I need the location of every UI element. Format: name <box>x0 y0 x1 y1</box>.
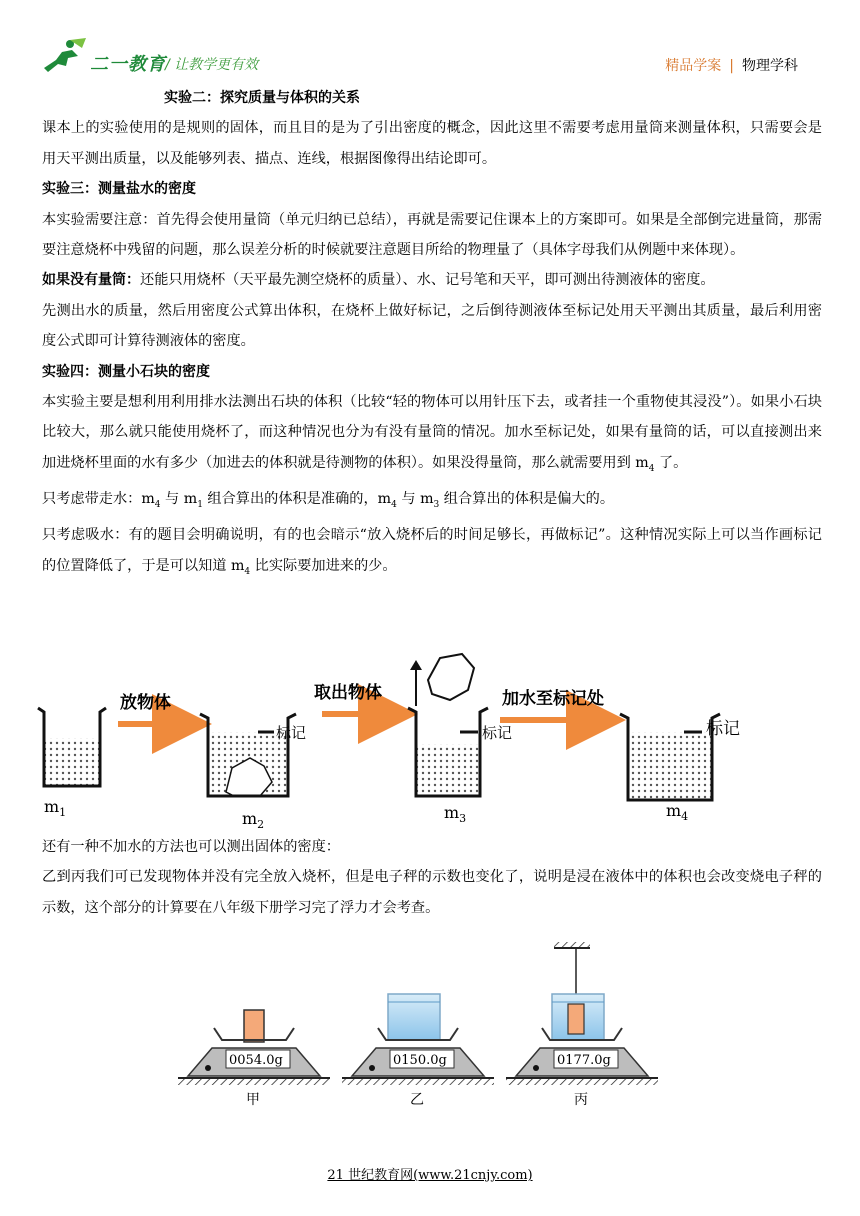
figure-scales <box>170 940 660 1140</box>
name-bing: 丙 <box>574 1092 588 1108</box>
arrow-label-3: 加水至标记处 <box>502 689 604 709</box>
paragraph-3 <box>42 265 822 295</box>
reading-jia: 0054.0g <box>229 1053 283 1068</box>
subscript: 3 <box>433 499 440 510</box>
paragraph-5-text: 本实验主要是想利用利用排水法测出石块的体积（比较“轻的物体可以用针压下去，或者挂一个重物使其浸没”）。如果小石块比较大，那么就只能使用烧杯了，而这种情况也分为有没有量筒的情况。加水至标记处，如果有量筒的话，可以直接测出来加进烧杯里面的水有多少（加进去的体积就是待测物的体积）。如果没得量筒，那么就需要用到 m <box>42 394 822 471</box>
header-label: 精品学案 <box>665 58 722 74</box>
section4-title: 实验四：测量小石块的密度 <box>42 363 210 380</box>
scale-yi <box>342 994 494 1085</box>
figure-beaker-steps <box>36 650 826 830</box>
text-run: 组合算出的体积是偏大的。 <box>439 491 615 508</box>
subscript: 4 <box>391 499 397 510</box>
subscript: 4 <box>154 499 161 510</box>
paragraph-9: 乙到丙我们可已发现物体并没有完全放入烧杯，但是电子秤的示数也变化了，说明是浸在液体中的体积也会改变烧电子秤的示数，这个部分的计算要在八年级下册学习完了浮力才会考查。 <box>42 869 822 916</box>
mark-label-2: 标记 <box>276 724 307 742</box>
page-header <box>0 0 860 80</box>
mark-label-4: 标记 <box>706 719 740 739</box>
paragraph-2: 本实验需要注意：首先得会使用量筒（单元归纳已总结），再就是需要记住课本上的方案即可。如果是全部倒完进量筒，那需要注意烧杯中残留的问题，那么误差分析的时候就要注意题目所给的物理量了（具体字母我们从例题中来体现）。 <box>42 211 822 259</box>
text-run: 组合算出的体积是准确的，m <box>202 491 392 508</box>
paragraph-5-end: 了。 <box>654 454 688 471</box>
mark-label-3: 标记 <box>482 724 513 742</box>
arrow-add-water <box>500 688 604 720</box>
text-run: 与 m <box>396 491 434 508</box>
header-separator: | <box>729 58 734 74</box>
label-m3: $m_3$ <box>444 803 467 825</box>
header-slogan: / 让教学更有效 <box>165 57 259 73</box>
arrow-put-object <box>118 692 182 724</box>
header-right <box>665 55 798 75</box>
text-run: 比实际要加进来的少。 <box>250 557 397 574</box>
section2-title: 实验二：探究质量与体积的关系 <box>164 90 360 106</box>
text-run: 只考虑吸水：有的题目会明确说明，有的也会暗示“放入烧杯后的时间足够长，再做标记”。这种情况实际上可以当作画标记的位置降低了，于是可以知道 m <box>42 527 822 574</box>
label-m4: $m_4$ <box>666 801 689 823</box>
no-cylinder-heading: 如果没有量筒： <box>42 272 140 289</box>
beaker-1 <box>38 708 106 786</box>
arrow-label-2: 取出物体 <box>314 683 382 703</box>
name-yi: 乙 <box>410 1092 424 1108</box>
name-jia: 甲 <box>246 1092 260 1108</box>
scale-jia <box>178 1010 330 1085</box>
subscript: 4 <box>648 463 655 474</box>
paragraph-5 <box>42 387 822 484</box>
label-m2: $m_2$ <box>242 809 265 830</box>
reading-yi: 0150.0g <box>393 1053 447 1068</box>
document-body-2 <box>42 832 822 923</box>
text-run: 只考虑带走水：m <box>42 491 155 508</box>
paragraph-3-text: 还能只用烧杯（天平最先测空烧杯的质量）、水、记号笔和天平，即可测出待测液体的密度。 <box>140 272 715 289</box>
paragraph-8: 还有一种不加水的方法也可以测出固体的密度： <box>42 839 340 855</box>
footer-link[interactable]: 21 世纪教育网(www.21cnjy.com) <box>327 1168 533 1183</box>
beaker-4 <box>620 714 720 800</box>
paragraph-1: 课本上的实验使用的是规则的固体，而且目的是为了引出密度的概念，因此这里不需要考虑用量筒来测量体积，只需要会是用天平测出质量，以及能够列表、描点、连线，根据图像得出结论即可。 <box>42 120 822 167</box>
subscript: 1 <box>197 499 203 510</box>
reading-bing: 0177.0g <box>557 1053 611 1068</box>
beaker-3 <box>408 654 488 796</box>
paragraph-7 <box>42 520 822 587</box>
arrow-take-out <box>314 682 388 714</box>
section3-title: 实验三：测量盐水的密度 <box>42 181 196 198</box>
label-m1: $m_1$ <box>44 797 67 819</box>
paragraph-6 <box>42 484 822 520</box>
subscript: 4 <box>244 566 251 577</box>
paragraph-4: 先测出水的质量，然后用密度公式算出体积，在烧杯上做好标记，之后倒待测液体至标记处用天平测出其质量，最后利用密度公式即可计算待测液体的密度。 <box>42 302 822 350</box>
header-subject: 物理学科 <box>742 58 798 74</box>
logo-text: 二一教育 <box>90 54 166 75</box>
arrow-label-1: 放物体 <box>120 693 171 713</box>
text-run: 与 m <box>160 491 198 508</box>
document-body <box>42 83 822 587</box>
